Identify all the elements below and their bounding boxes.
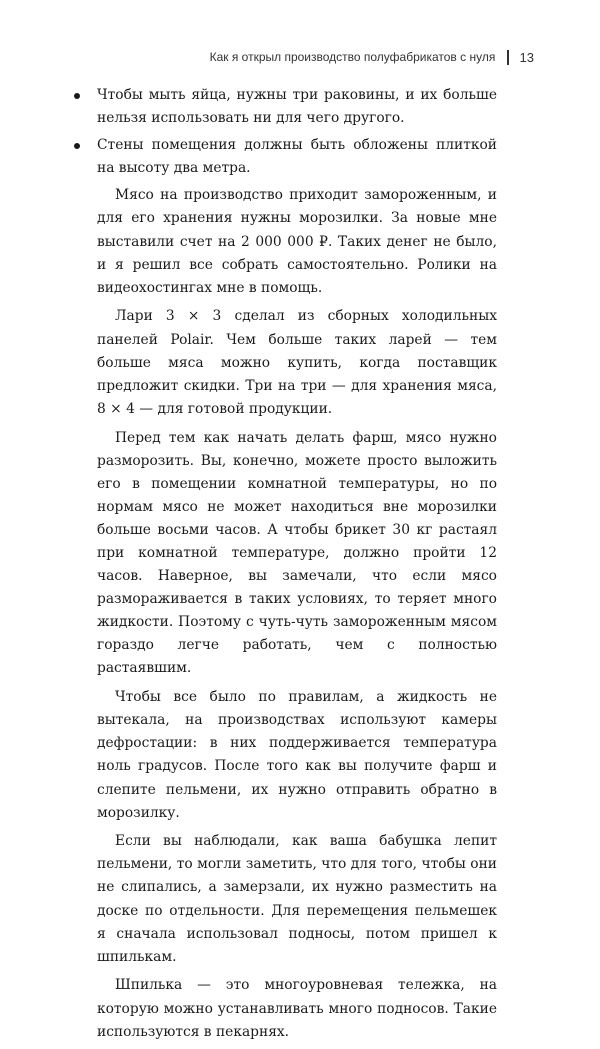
paragraph: Если вы наблюдали, как ваша бабушка лепит пельмени, то могли заметить, что для того, чтобы они не слипались, а замерзали, их нужно разместить на доске по отдельности. Для перемещения пельмешек я сначала использовал подносы, потом пришел к шпилькам. — [97, 833, 497, 965]
page-body — [97, 84, 497, 1049]
page-number: 13 — [519, 49, 534, 65]
running-title: Как я открыл производство полуфабрикатов с нуля — [209, 50, 496, 64]
header-divider — [507, 50, 508, 65]
paragraph: Перед тем как начать делать фарш, мясо нужно разморозить. Вы, конечно, можете просто выложить его в помещении комнатной температуры, но по нормам мясо не может находиться вне морозилки больше восьми часов. А чтобы брикет 30 кг растаял при комнатной температуре, должно пройти 12 часов. Наверное, вы замечали, что если мясо размораживается в таких условиях, то теряет много жидкости. Поэтому с чуть-чуть замороженным мясом гораздо легче работать, чем с полностью растаявшим. — [97, 429, 497, 677]
bullet-list — [97, 84, 497, 180]
bullet-icon — [74, 143, 80, 149]
bullet-item — [97, 134, 497, 180]
paragraph: Лари 3 × 3 сделал из сборных холодильных панелей Polair. Чем больше таких ларей — тем больше мяса можно купить, когда поставщик предложит скидки. Три на три — для хранения мяса, 8 × 4 — для готовой продукции. — [97, 308, 497, 417]
running-header — [210, 47, 534, 67]
paragraph: Мясо на производство приходит замороженным, и для его хранения нужны морозилки. За новые мне выставили счет на 2 000 000 ₽. Таких денег не было, и я решил все собрать самостоятельно. Ролики на видеохостингах мне в помощь. — [97, 187, 497, 296]
bullet-item — [97, 84, 497, 130]
paragraph: Чтобы все было по правилам, а жидкость не вытекала, на производствах используют камеры дефростации: в них поддерживается температура ноль градусов. После того как вы получите фарш и слепите пельмени, их нужно отправить обратно в морозилку. — [97, 689, 497, 821]
bullet-text: Стены помещения должны быть обложены плиткой на высоту два метра. — [97, 137, 497, 177]
bullet-icon — [74, 93, 80, 99]
bullet-text: Чтобы мыть яйца, нужны три раковины, и их больше нельзя использовать ни для чего другого. — [97, 87, 497, 127]
paragraph: Шпилька — это многоуровневая тележка, на которую можно устанавливать много подносов. Такие используются в пекарнях. — [97, 977, 497, 1040]
